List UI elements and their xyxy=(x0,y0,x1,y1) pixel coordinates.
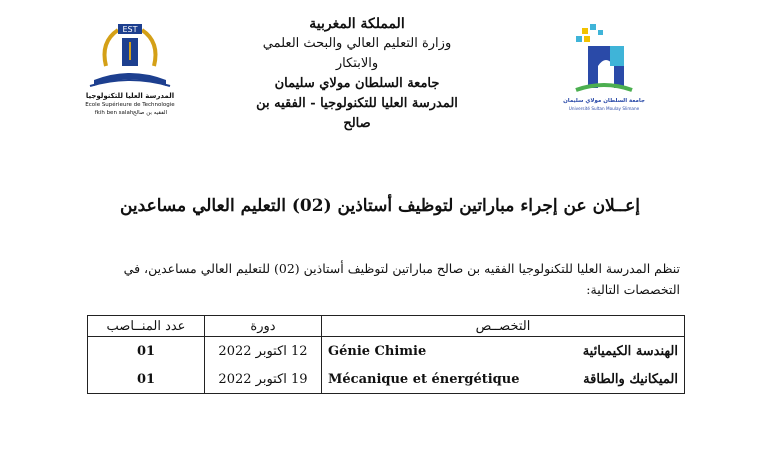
header-speciality: التخصــص xyxy=(322,316,685,337)
row-session: 19 اكتوبر 2022 xyxy=(205,365,322,394)
header-positions: عدد المنــاصب xyxy=(88,316,205,337)
school-title: المدرسة العليا للتكنولوجيا - الفقيه بن صالح xyxy=(256,96,458,131)
speciality-fr: Génie Chimie xyxy=(328,343,427,359)
announcement-intro: تنظم المدرسة العليا للتكنولوجيا الفقيه بن صالح مباراتين لتوظيف أستاذين (02) للتعليم العالي مساعدين، في التخصصات التالية: xyxy=(123,261,680,297)
est-city-ar: الفقيه بن صالح xyxy=(132,110,168,116)
kingdom-title: المملكة المغربية xyxy=(309,16,405,32)
usms-name-ar: جامعة السلطان مولاي سليمان xyxy=(563,98,645,104)
row-speciality xyxy=(322,365,685,394)
positions-table xyxy=(87,315,685,394)
announcement-title: إعــلان عن إجراء مباراتين لتوظيف أستاذين (02) التعليم العالي مساعدين xyxy=(119,196,641,216)
university-title: جامعة السلطان مولاي سليمان xyxy=(274,76,440,91)
est-name-ar: المدرسة العليا للتكنولوجيا xyxy=(85,92,175,100)
row-positions: 01 xyxy=(88,365,205,394)
row-session: 12 اكتوبر 2022 xyxy=(205,337,322,366)
est-city-fr: fkih ben salah xyxy=(94,110,134,116)
speciality-ar: الهندسة الكيميائية xyxy=(582,343,678,359)
table-row xyxy=(88,337,685,366)
row-speciality xyxy=(322,337,685,366)
est-name-fr: Ecole Supérieure de Technologie xyxy=(85,102,175,108)
speciality-fr: Mécanique et énergétique xyxy=(328,371,520,387)
usms-name-fr: Université Sultan Moulay Slimane xyxy=(568,106,640,111)
est-logo xyxy=(84,20,176,120)
ministry-title: وزارة التعليم العالي والبحث العلمي والابتكار xyxy=(262,36,452,71)
table-header-row xyxy=(88,316,685,337)
table-row xyxy=(88,365,685,394)
row-positions: 01 xyxy=(88,337,205,366)
header-session: دورة xyxy=(205,316,322,337)
header-block xyxy=(250,14,464,134)
est-badge: EST xyxy=(122,25,138,34)
speciality-ar: الميكانيك والطاقة xyxy=(583,371,678,387)
usms-logo xyxy=(563,22,645,122)
